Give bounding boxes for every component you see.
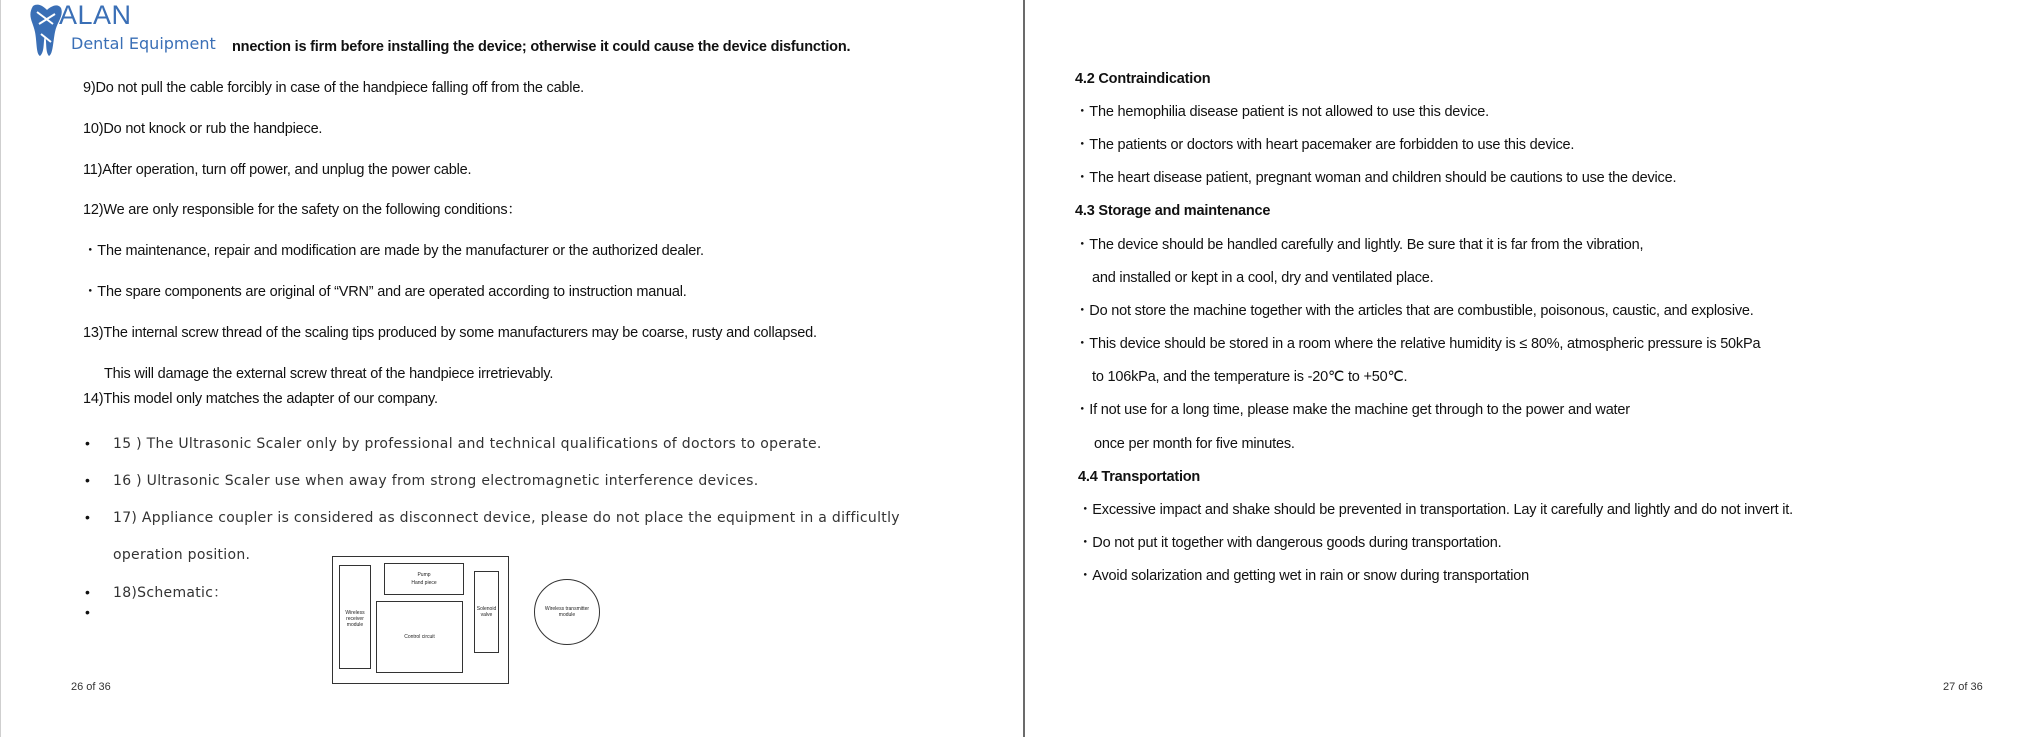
schematic-solenoid-valve [474,571,499,653]
text-line: ・The device should be handled carefully and lightly. Be sure that it is far from the vibration, [1075,237,1644,253]
bullet: • [85,435,90,451]
schematic-control-circuit [376,601,463,673]
text-line-14: 14)This model only matches the adapter of our company. [83,391,438,407]
text-line: ・Excessive impact and shake should be prevented in transportation. Lay it carefully and lightly and do not invert it. [1078,502,1793,518]
text-line: ・The patients or doctors with heart pacemaker are forbidden to use this device. [1075,137,1575,153]
text-line: ・The heart disease patient, pregnant woman and children should be cautions to use the device. [1075,170,1677,186]
text-line: to 106kPa, and the temperature is -20℃ to +50℃. [1092,369,1408,385]
logo-subtitle: Dental Equipment [71,34,216,53]
text-line: ・The hemophilia disease patient is not allowed to use this device. [1075,104,1489,120]
right-page [1023,0,2041,737]
text-line: and installed or kept in a cool, dry and ventilated place. [1092,270,1434,286]
text-line: ・Avoid solarization and getting wet in rain or snow during transportation [1078,568,1530,584]
tooth-logo-icon [27,2,63,58]
text-line: once per month for five minutes. [1094,436,1295,452]
schematic-label: Wireless transmitter module [544,606,590,618]
text-line: ・Do not put it together with dangerous goods during transportation. [1078,535,1502,551]
text-line: ・If not use for a long time, please make the machine get through to the power and water [1075,402,1630,418]
text-line: ・This device should be stored in a room where the relative humidity is ≤ 80%, atmospheric pressure is 50kPa [1075,336,1761,352]
company-logo [27,2,237,60]
page-number: 27 of 36 [1943,681,1983,693]
page-number: 26 of 36 [71,681,111,693]
text-line-12: 12)We are only responsible for the safety on the following conditions： [83,202,522,218]
bullet: • [85,472,90,488]
text-line-15: 15 ) The Ultrasonic Scaler only by professional and technical qualifications of doctors to operate. [113,436,822,452]
text-line-17b: operation position. [113,547,251,563]
section-heading-storage: 4.3 Storage and maintenance [1075,203,1271,219]
schematic-label: Control circuit [404,634,435,640]
text-line-10: 10)Do not knock or rub the handpiece. [83,121,323,137]
bullet: • [85,584,90,600]
schematic-label: Wireless receiver module [345,610,365,628]
text-line-continuation: nnection is firm before installing the device; otherwise it could cause the device disfunction. [232,39,851,55]
text-line-9: 9)Do not pull the cable forcibly in case of the handpiece falling off from the cable. [83,80,585,96]
text-line: ・Do not store the machine together with the articles that are combustible, poisonous, caustic, and explosive. [1075,303,1754,319]
schematic-label: Solenoid valve [476,606,497,618]
bullet: • [85,604,90,620]
text-line-12a: ・The maintenance, repair and modification are made by the manufacturer or the authorized dealer. [83,243,704,259]
text-line-18: 18)Schematic： [113,585,228,601]
schematic-label: Pump [417,572,431,578]
section-heading-transportation: 4.4 Transportation [1078,469,1201,485]
section-heading-contraindication: 4.2 Contraindication [1075,71,1211,87]
text-line-17: 17) Appliance coupler is considered as disconnect device, please do not place the equipment in a difficultly [113,510,900,526]
schematic-wireless-receiver [339,565,371,669]
text-line-12b: ・The spare components are original of “VRN” and are operated according to instruction manual. [83,284,687,300]
schematic-frame [332,556,509,684]
text-line-13b: This will damage the external screw threat of the handpiece irretrievably. [104,366,554,382]
text-line-16: 16 ) Ultrasonic Scaler use when away from strong electromagnetic interference devices. [113,473,759,489]
bullet: • [85,509,90,525]
text-line-11: 11)After operation, turn off power, and unplug the power cable. [83,162,472,178]
logo-name: ALAN [59,0,132,30]
text-line-13: 13)The internal screw thread of the scaling tips produced by some manufacturers may be coarse, rusty and collapsed. [83,325,817,341]
schematic-wireless-transmitter [534,579,600,645]
schematic-label: Hand piece [411,580,437,586]
schematic-pump-handpiece [384,563,464,595]
